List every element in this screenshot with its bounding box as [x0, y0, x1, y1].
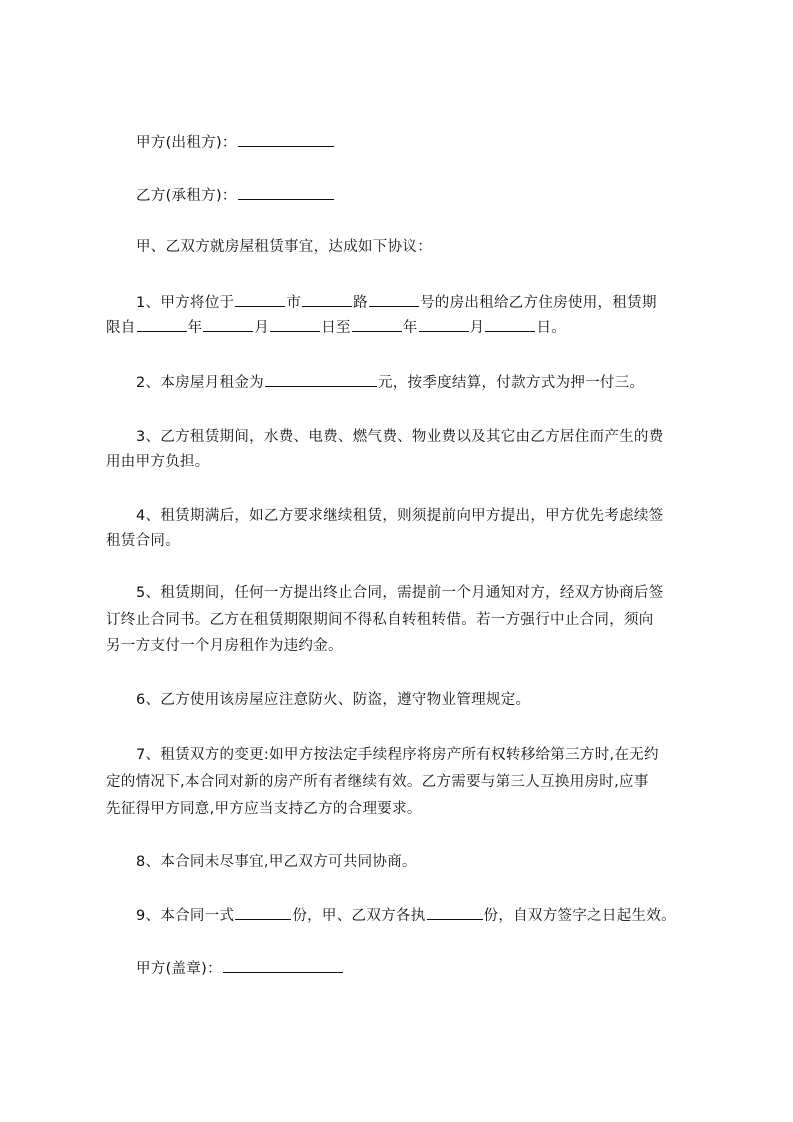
clause1-text-d: 号的房出租给乙方住房使用，租赁期: [419, 295, 657, 311]
clause5-line3: [106, 636, 711, 656]
clause7-text-b: 定的情况下,本合同对新的房产所有者继续有效。乙方需要与第三人互换用房时,应事: [106, 774, 649, 790]
seal-label: 甲方(盖章)：: [136, 961, 222, 977]
start-day-blank: [270, 317, 320, 332]
clause7-line1: [136, 745, 711, 765]
clause4-text-a: 4、租赁期满后，如乙方要求继续租赁，则须提前向甲方提出，甲方优先考虑续签: [136, 508, 664, 524]
clause4-line2: [106, 531, 711, 551]
clause9-text-c: 份，自双方签字之日起生效。: [483, 908, 676, 924]
clause7-line2: [106, 772, 711, 792]
clause2-line: [136, 372, 711, 393]
clause3-text-a: 3、乙方租赁期间，水费、电费、燃气费、物业费以及其它由乙方居住而产生的费: [136, 429, 664, 445]
clause1-text-i: 年: [402, 320, 418, 336]
clause6-line: [136, 690, 711, 710]
clause7-text-a: 7、租赁双方的变更:如甲方按法定手续程序将房产所有权转移给第三方时,在无约: [136, 747, 659, 763]
clause4-text-b: 租赁合同。: [106, 533, 180, 549]
clause4-line1: [136, 506, 711, 526]
clause2-text-b: 元，按季度结算，付款方式为押一付三。: [377, 375, 645, 391]
clause8-text: 8、本合同未尽事宜,甲乙双方可共同协商。: [136, 854, 417, 870]
clause1-text-a: 1、甲方将位于: [136, 295, 235, 311]
clause1-text-b: 市: [286, 295, 302, 311]
clause1-text-j: 月: [469, 320, 485, 336]
party-b-line: [136, 185, 711, 206]
party-a-blank: [238, 132, 334, 147]
clause6-text: 6、乙方使用该房屋应注意防火、防盗，遵守物业管理规定。: [136, 692, 531, 708]
clause7-text-c: 先征得甲方同意,甲方应当支持乙方的合理要求。: [106, 801, 422, 817]
seal-line: [136, 958, 711, 979]
city-blank: [235, 292, 285, 307]
clause1-text-c: 路: [353, 295, 368, 311]
clause1-text-h: 日至: [321, 320, 351, 336]
clause5-text-b: 订终止合同书。乙方在租赁期限期间不得私自转租转借。若一方强行中止合同，须向: [106, 612, 654, 628]
clause5-line1: [136, 583, 711, 603]
clause7-line3: [106, 799, 711, 819]
clause5-line2: [106, 610, 711, 630]
start-year-blank: [137, 317, 187, 332]
clause1-text-g: 月: [254, 320, 270, 336]
end-month-blank: [419, 317, 469, 332]
intro-line: [136, 237, 711, 257]
clause8-line: [136, 852, 711, 872]
end-year-blank: [352, 317, 402, 332]
clause9-line: [136, 905, 711, 926]
clause9-text-b: 份，甲、乙双方各执: [292, 908, 426, 924]
seal-blank: [223, 958, 343, 973]
clause5-text-c: 另一方支付一个月房租作为违约金。: [106, 638, 343, 654]
rent-blank: [265, 372, 377, 387]
clause1-line2: [106, 317, 711, 338]
clause5-text-a: 5、租赁期间，任何一方提出终止合同，需提前一个月通知对方，经双方协商后签: [136, 585, 664, 601]
party-b-blank: [238, 185, 334, 200]
clause9-text-a: 9、本合同一式: [136, 908, 235, 924]
number-blank: [369, 292, 419, 307]
clause1-line1: [136, 292, 711, 313]
party-a-label: 甲方(出租方)：: [136, 135, 237, 151]
intro-text: 甲、乙双方就房屋租赁事宜，达成如下协议：: [136, 239, 432, 255]
party-b-label: 乙方(承租方)：: [136, 188, 237, 204]
clause1-text-e: 限自: [106, 320, 136, 336]
copies-blank: [235, 905, 291, 920]
each-copies-blank: [427, 905, 483, 920]
start-month-blank: [203, 317, 253, 332]
clause3-line2: [106, 452, 711, 472]
party-a-line: [136, 132, 711, 153]
road-blank: [302, 292, 352, 307]
clause3-line1: [136, 427, 711, 447]
clause3-text-b: 用由甲方负担。: [106, 454, 210, 470]
clause1-text-f: 年: [187, 320, 203, 336]
clause1-text-k: 日。: [536, 320, 567, 336]
clause2-text-a: 2、本房屋月租金为: [136, 375, 264, 391]
end-day-blank: [485, 317, 535, 332]
